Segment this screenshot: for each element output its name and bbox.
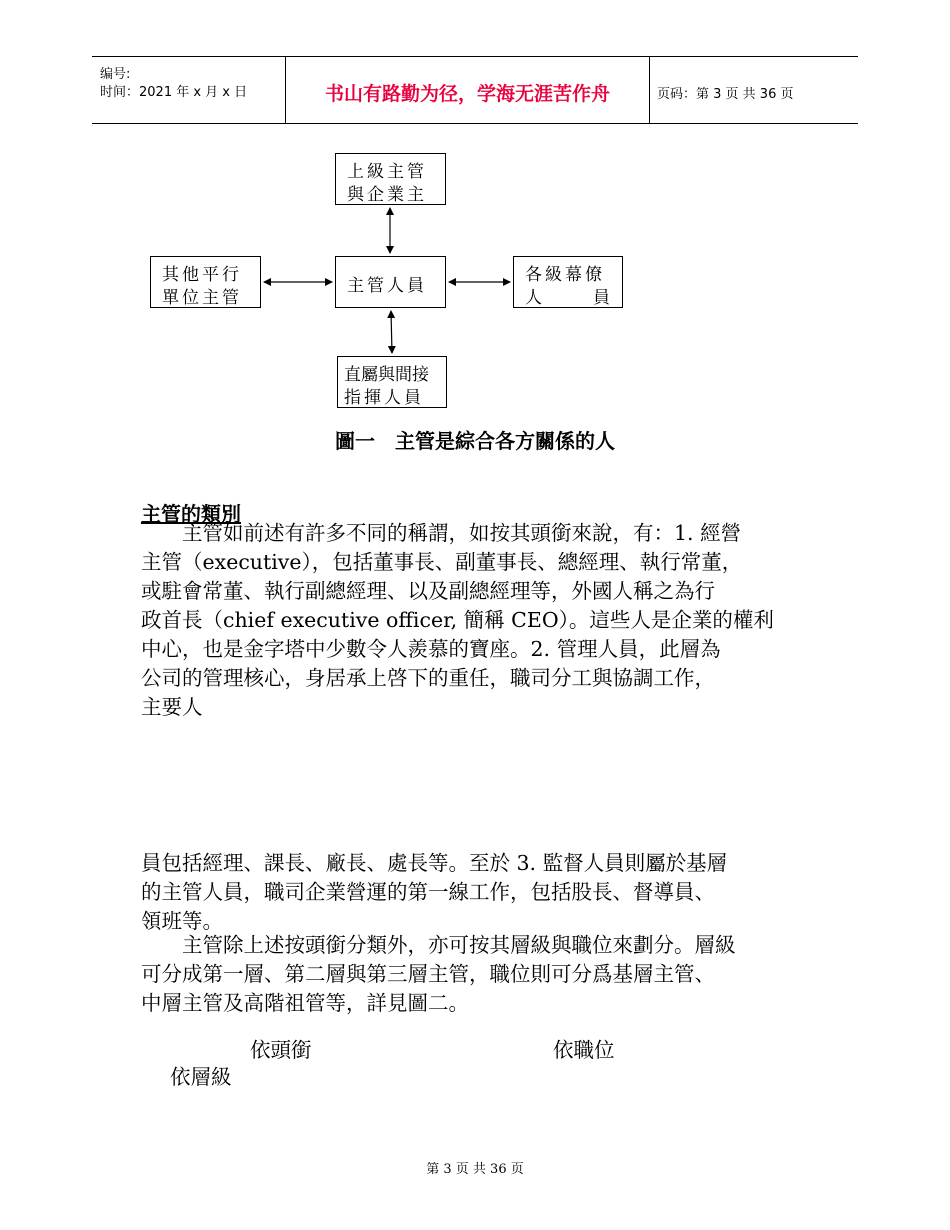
page-info: 页码：第 3 页 共 36 页 xyxy=(657,87,794,102)
label-by-level: 依層級 xyxy=(170,1065,232,1089)
paragraph-1 xyxy=(141,519,774,722)
para1-line: 政首長（chief executive officer, 簡稱 CEO）。這些人是企業的權利 xyxy=(141,608,774,632)
para2-line: 的主管人員，職司企業營運的第一線工作，包括股長、督導員、 xyxy=(141,880,715,904)
label-by-title: 依頭銜 xyxy=(250,1038,312,1062)
box-superiors-line2: 與企業主 xyxy=(347,185,427,205)
para1-line: 主管（executive），包括董事長、副董事長、總經理、執行常董， xyxy=(141,550,743,574)
box-staff-line2a: 人 xyxy=(525,288,545,308)
paragraph-3 xyxy=(141,931,736,1018)
number-label: 编号: xyxy=(100,67,131,82)
para3-line: 中層主管及高階祖管等，詳見圖二。 xyxy=(141,991,469,1015)
arrow-bottom xyxy=(391,311,392,353)
para1-line: 或駐會常董、執行副總經理、以及副總經理等，外國人稱之為行 xyxy=(141,579,715,603)
page-footer: 第 3 页 共 36 页 xyxy=(426,1162,524,1177)
para1-line: 公司的管理核心，身居承上啓下的重任，職司分工與協調工作， xyxy=(141,666,715,690)
box-manager-label: 主管人員 xyxy=(347,276,427,296)
box-subordinates-line1: 直屬與間接 xyxy=(344,365,429,385)
box-peer-line2: 單位主管 xyxy=(162,288,242,308)
box-peer-line1: 其他平行 xyxy=(162,265,242,285)
para1-line: 主要人 xyxy=(141,695,203,719)
para3-line: 可分成第一層、第二層與第三層主管，職位則可分爲基層主管、 xyxy=(141,962,715,986)
figure-caption: 圖一 主管是綜合各方關係的人 xyxy=(335,429,615,453)
para1-line: 主管如前述有許多不同的稱謂，如按其頭銜來說，有：1. 經營 xyxy=(141,521,742,545)
box-staff-line1: 各級幕僚 xyxy=(525,265,605,285)
time-label: 时间：2021 年 x 月 x 日 xyxy=(100,85,248,100)
paragraph-2 xyxy=(141,849,727,936)
para3-line: 主管除上述按頭銜分類外，亦可按其層級與職位來劃分。層級 xyxy=(141,933,736,957)
para2-line: 領班等。 xyxy=(141,909,223,933)
para2-line: 員包括經理、課長、廠長、處長等。至於 3. 監督人員則屬於基層 xyxy=(141,851,728,875)
diagram-arrows xyxy=(0,0,950,420)
label-by-position: 依職位 xyxy=(553,1038,615,1062)
section-title: 主管的類別 xyxy=(141,502,241,526)
box-superiors-line1: 上級主管 xyxy=(347,162,427,182)
box-subordinates-line2: 指揮人員 xyxy=(344,388,424,408)
box-staff-line2b: 員 xyxy=(593,288,613,308)
motto-text: 书山有路勤为径，学海无涯苦作舟 xyxy=(324,83,610,105)
para1-line: 中心，也是金字塔中少數令人羨慕的寶座。2. 管理人員，此層為 xyxy=(141,637,721,661)
